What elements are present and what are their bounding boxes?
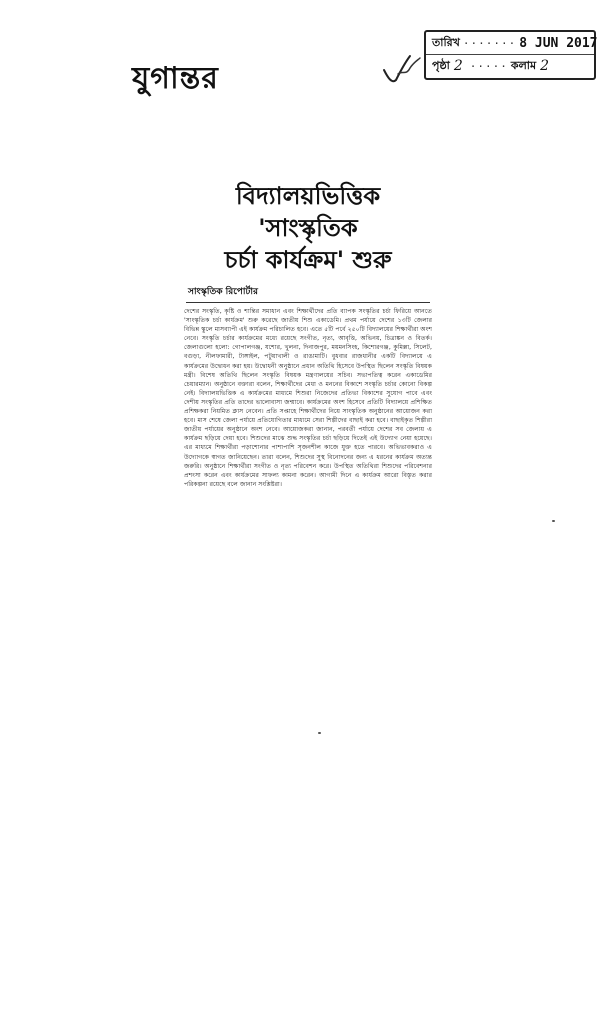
- byline-divider: [186, 302, 430, 303]
- stamp-column-value: 2: [540, 58, 549, 74]
- stamp-page-value: 2: [453, 58, 463, 74]
- scan-speck: [552, 520, 555, 522]
- article-byline: সাংস্কৃতিক রিপোর্টার: [188, 287, 258, 297]
- scan-speck: [318, 732, 321, 734]
- article-body: দেশের সংস্কৃতি, কৃষ্টি ও শান্তির সমাধান এবং শিক্ষার্থীদের প্রতি ব্যাপক সংস্কৃতির চর্চা ফিরিয়ে আনতে 'সাংস্কৃতিক চর্চা কার্যক্রম' শুরু করেছে জাতীয় শিশু একাডেমি। প্রথম পর্যায়ে দেশের ১৩টি জেলার বিভিন্ন স্কুলে মাসব্যাপী এই কার্যক্রম পরিচালিত হবে। এতে ৫টি পর্বে ২৫০টি বিদ্যালয়ের শিক্ষার্থীরা অংশ নেবে। সংস্কৃতি চর্চার কার্যক্রমের মধ্যে রয়েছে সংগীত, নৃত্য, আবৃত্তি, অভিনয়, চিত্রাঙ্কন ও বিতর্ক। জেলাগুলো হলো: গোপালগঞ্জ, যশোর, খুলনা, দিনাজপুর, ময়মনসিংহ, কিশোরগঞ্জ, কুমিল্লা, সিলেট, বগুড়া, নীলফামারী, টাঙ্গাইল, পটুয়াখালী ও রাঙামাটি। বুধবার রাজধানীর একটি বিদ্যালয়ে এ কার্যক্রমের উদ্বোধন করা হয়। উদ্বোধনী অনুষ্ঠানে প্রধান অতিথি হিসেবে উপস্থিত ছিলেন সংস্কৃতি বিষয়ক মন্ত্রী। বিশেষ অতিথি ছিলেন সংস্কৃতি বিষয়ক মন্ত্রণালয়ের সচিব। সভাপতিত্ব করেন একাডেমির চেয়ারম্যান। অনুষ্ঠানে বক্তারা বলেন, শিক্ষার্থীদের মেধা ও মননের বিকাশে সংস্কৃতি চর্চার কোনো বিকল্প নেই। বিদ্যালয়ভিত্তিক এ কার্যক্রমের মাধ্যমে শিশুরা নিজেদের প্রতিভা বিকাশের সুযোগ পাবে এবং দেশীয় সংস্কৃতির প্রতি তাদের ভালোবাসা জন্মাবে। কার্যক্রমের অংশ হিসেবে প্রতিটি বিদ্যালয়ে প্রশিক্ষিত প্রশিক্ষকরা নিয়মিত ক্লাস নেবেন। প্রতি সপ্তাহে শিক্ষার্থীদের নিয়ে সাংস্কৃতিক অনুষ্ঠানের আয়োজন করা হবে। মাস শেষে জেলা পর্যায়ে প্রতিযোগিতার মাধ্যমে সেরা শিল্পীদের বাছাই করা হবে। বাছাইকৃত শিল্পীরা জাতীয় পর্যায়ের অনুষ্ঠানে অংশ নেবে। আয়োজকরা জানান, পরবর্তী পর্যায়ে দেশের সব জেলায় এ কার্যক্রম ছড়িয়ে দেয়া হবে। শিশুদের মাঝে শুদ্ধ সংস্কৃতির চর্চা ছড়িয়ে দিতেই এই উদ্যোগ নেয়া হয়েছে। এর মাধ্যমে শিক্ষার্থীরা পড়াশোনার পাশাপাশি সৃজনশীল কাজে যুক্ত হতে পারবে। অভিভাবকরাও এ উদ্যোগকে স্বাগত জানিয়েছেন। তারা বলেন, শিশুদের সুস্থ বিনোদনের জন্য এ ধরনের কার্যক্রম অত্যন্ত জরুরি। অনুষ্ঠানে শিক্ষার্থীরা সংগীত ও নৃত্য পরিবেশন করে। উপস্থিত অতিথিরা শিশুদের পরিবেশনার প্রশংসা করেন এবং কার্যক্রমের সাফল্য কামনা করেন। আগামী দিনে এ কার্যক্রম আরো বিস্তৃত করার পরিকল্পনা রয়েছে বলে জানান সংশ্লিষ্টরা।: [184, 308, 432, 488]
- newspaper-masthead: যুগান্তর: [132, 61, 219, 96]
- stamp-date-value: 8 JUN 2017: [519, 35, 598, 51]
- stamp-date-label: তারিখ: [432, 35, 460, 49]
- stamp-date-row: [426, 32, 598, 54]
- headline-line-1: বিদ্যালয়ভিত্তিক 'সাংস্কৃতিক: [235, 182, 381, 242]
- stamp-dots: ·····: [469, 59, 508, 73]
- article-headline: [182, 180, 434, 276]
- stamp-page-label: পৃষ্ঠা: [432, 58, 450, 72]
- archive-stamp: [424, 30, 596, 80]
- stamp-dots: ·······: [462, 36, 517, 50]
- stamp-page-row: [426, 54, 594, 77]
- headline-line-2: চর্চা কার্যক্রম' শুরু: [224, 246, 392, 274]
- news-clipping: [182, 180, 434, 598]
- handwritten-tick-mark: [380, 50, 424, 90]
- stamp-column-label: কলাম: [510, 58, 537, 72]
